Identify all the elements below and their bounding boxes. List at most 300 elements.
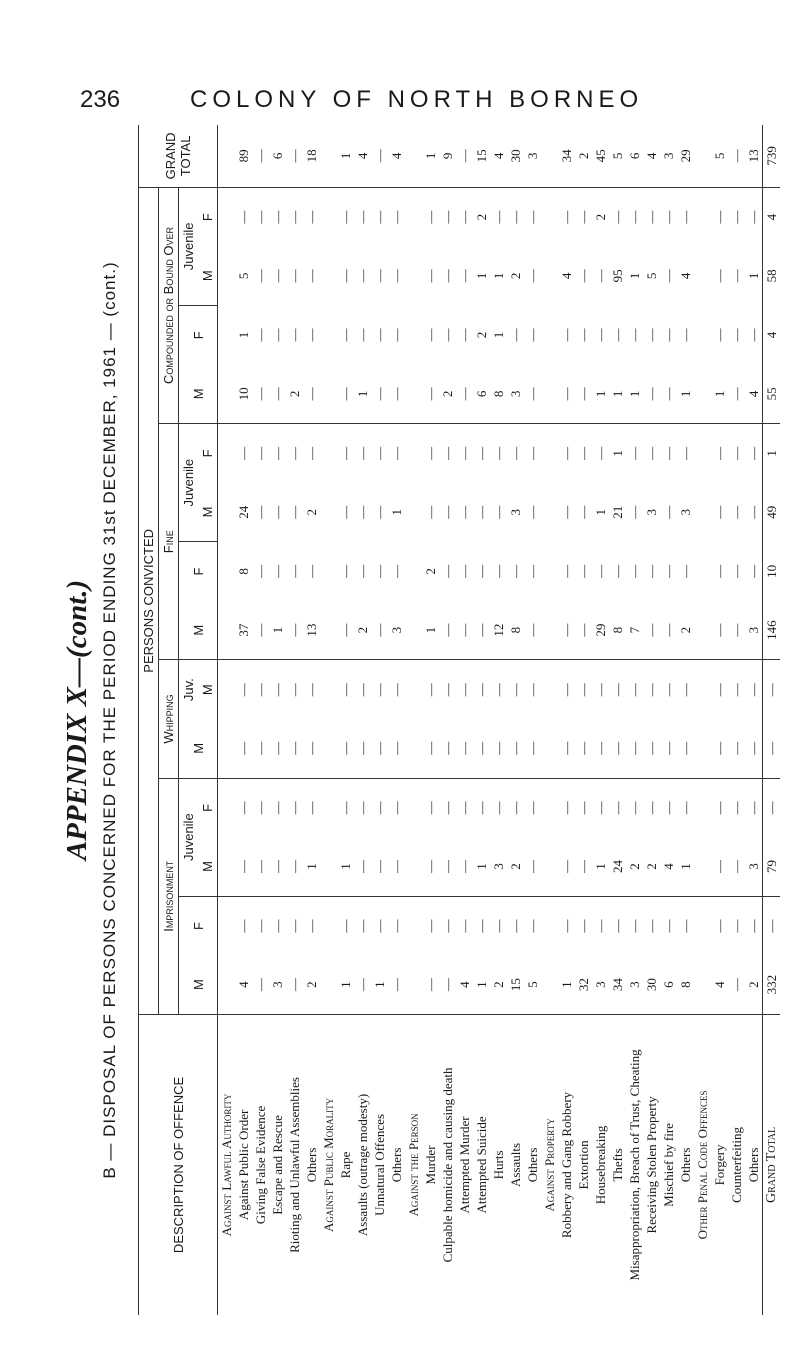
table-cell: 1 <box>678 863 693 870</box>
table-cell <box>541 837 558 896</box>
table-cell: — <box>388 896 405 955</box>
table-cell: — <box>745 778 763 837</box>
table-cell: 2 <box>678 626 693 634</box>
table-cell: 3 <box>491 863 506 870</box>
table-cell: — <box>338 387 353 401</box>
table-cell: 30 <box>507 125 524 187</box>
table-cell: — <box>371 896 388 955</box>
offence-label: Giving False Evidence <box>252 1014 269 1315</box>
table-cell: — <box>338 210 353 224</box>
table-cell <box>541 955 558 1014</box>
table-cell <box>218 601 236 660</box>
table-row <box>252 125 269 1315</box>
table-cell: — <box>558 778 575 837</box>
table-cell: — <box>389 741 404 755</box>
table-cell: — <box>473 778 490 837</box>
table-cell: 1 <box>491 272 506 280</box>
table-cell: 2 <box>304 508 319 516</box>
table-cell: — <box>524 660 541 719</box>
fine-juvenile-f-header: F <box>198 424 218 483</box>
table-cell <box>694 365 711 424</box>
table-cell: — <box>711 660 728 719</box>
table-cell: — <box>440 741 455 755</box>
table-cell: — <box>626 896 643 955</box>
table-cell: — <box>372 328 387 342</box>
imprisonment-m-header: M <box>179 955 218 1014</box>
table-cell: — <box>371 660 388 719</box>
table-cell: — <box>712 741 727 755</box>
offence-label: Murder <box>422 1014 439 1315</box>
table-cell: — <box>286 424 303 483</box>
table-cell: — <box>269 660 286 719</box>
table-cell <box>218 365 236 424</box>
table-cell <box>405 660 422 719</box>
table-cell <box>405 305 422 364</box>
table-cell: — <box>729 859 744 873</box>
table-cell: — <box>677 424 694 483</box>
table-cell: — <box>593 564 608 578</box>
table-cell <box>405 896 422 955</box>
table-cell: — <box>508 741 523 755</box>
table-cell: — <box>711 896 728 955</box>
table-cell: — <box>490 778 507 837</box>
table-cell: — <box>354 424 371 483</box>
table-cell: — <box>729 564 744 578</box>
offence-label: Against Public Morality <box>320 1014 337 1315</box>
table-cell: 3 <box>270 981 285 988</box>
rotated-table-container <box>60 115 790 1325</box>
table-cell: 1 <box>236 331 251 339</box>
table-cell <box>320 955 337 1014</box>
offence-label: Assaults (outrage modesty) <box>354 1014 371 1315</box>
table-cell: — <box>389 978 404 992</box>
table-cell: — <box>456 778 473 837</box>
table-cell: — <box>473 896 490 955</box>
table-cell: 13 <box>304 623 319 637</box>
table-cell: 3 <box>389 626 404 634</box>
table-cell: — <box>661 505 676 519</box>
table-cell: — <box>253 564 268 578</box>
table-cell: — <box>729 623 744 637</box>
table-cell: — <box>304 564 319 578</box>
table-cell: — <box>235 424 252 483</box>
table-cell: 15 <box>508 978 523 992</box>
table-cell <box>218 660 236 719</box>
whipping-m-header: M <box>179 719 218 778</box>
table-cell: 13 <box>745 125 763 187</box>
table-cell <box>694 660 711 719</box>
table-cell: 30 <box>644 978 659 992</box>
table-cell <box>694 246 711 305</box>
table-cell: — <box>712 328 727 342</box>
table-cell: 1 <box>474 863 489 870</box>
table-cell: 79 <box>763 837 781 896</box>
table-cell: — <box>287 564 302 578</box>
table-cell: 3 <box>508 390 523 398</box>
table-cell: — <box>355 859 370 873</box>
table-cell: — <box>457 210 472 224</box>
table-cell: — <box>610 210 625 224</box>
table-cell: 4 <box>712 981 727 988</box>
table-cell: 1 <box>593 390 608 398</box>
table-cell: 3 <box>593 981 608 988</box>
table-cell: 1 <box>474 981 489 988</box>
table-cell: 5 <box>525 981 540 988</box>
table-cell: — <box>338 269 353 283</box>
table-cell: — <box>304 269 319 283</box>
table-cell: — <box>677 660 694 719</box>
offence-group-row <box>405 125 422 1315</box>
table-cell: 1 <box>746 272 761 280</box>
offence-label: Unnatural Offences <box>371 1014 388 1315</box>
table-cell: — <box>576 210 591 224</box>
table-row <box>609 125 626 1315</box>
table-cell: — <box>728 778 745 837</box>
table-cell: — <box>440 210 455 224</box>
table-cell: — <box>304 741 319 755</box>
table-cell: — <box>372 269 387 283</box>
table-cell: 146 <box>763 601 781 660</box>
table-cell: — <box>372 623 387 637</box>
table-body <box>218 125 781 1315</box>
table-cell <box>405 837 422 896</box>
offence-label: Others <box>388 1014 405 1315</box>
table-cell: — <box>746 741 761 755</box>
table-row <box>575 125 592 1315</box>
table-cell: — <box>338 328 353 342</box>
table-cell: — <box>473 424 490 483</box>
table-row <box>660 125 677 1315</box>
table-cell: — <box>525 328 540 342</box>
table-cell: — <box>389 269 404 283</box>
table-cell <box>541 896 558 955</box>
table-cell: 1 <box>491 331 506 339</box>
table-cell: — <box>287 210 302 224</box>
table-row <box>303 125 320 1315</box>
imprisonment-juvenile-header: Juvenile <box>179 778 199 896</box>
fine-juvenile-m-header: M <box>198 483 218 542</box>
table-cell: — <box>337 660 354 719</box>
description-header: DESCRIPTION OF OFFENCE <box>139 1014 218 1315</box>
compounded-juvenile-f-header: F <box>198 187 218 246</box>
table-cell: 1 <box>593 508 608 516</box>
table-cell: — <box>355 210 370 224</box>
table-cell: — <box>491 564 506 578</box>
compounded-juvenile-m-header: M <box>198 246 218 305</box>
table-cell: 6 <box>661 981 676 988</box>
offence-label: Culpable homicide and causing death <box>439 1014 456 1315</box>
fine-f-header: F <box>179 542 218 601</box>
table-cell: — <box>610 328 625 342</box>
table-cell: — <box>372 564 387 578</box>
table-cell: 1 <box>627 390 642 398</box>
table-cell: — <box>389 387 404 401</box>
table-cell <box>405 955 422 1014</box>
table-cell: — <box>763 896 781 955</box>
offence-label: Against Lawful Authority <box>218 1014 236 1315</box>
table-cell: — <box>457 623 472 637</box>
offence-group-row <box>541 125 558 1315</box>
table-cell: — <box>559 859 574 873</box>
table-cell: 1 <box>609 424 626 483</box>
table-cell: — <box>576 859 591 873</box>
table-cell: — <box>371 424 388 483</box>
table-cell <box>218 896 236 955</box>
offence-label: Mischief by fire <box>660 1014 677 1315</box>
table-cell: 2 <box>423 568 438 575</box>
table-cell: — <box>490 896 507 955</box>
table-cell: — <box>456 125 473 187</box>
table-cell: — <box>558 424 575 483</box>
table-cell: 4 <box>661 863 676 870</box>
table-cell: — <box>439 424 456 483</box>
table-cell: — <box>626 660 643 719</box>
table-cell: — <box>270 859 285 873</box>
table-cell: — <box>559 741 574 755</box>
table-cell <box>405 542 422 601</box>
table-cell: 5 <box>711 125 728 187</box>
table-cell: 3 <box>524 125 541 187</box>
table-cell: — <box>473 660 490 719</box>
table-cell: — <box>303 660 320 719</box>
table-cell: — <box>423 505 438 519</box>
table-row <box>558 125 575 1315</box>
table-cell: — <box>592 424 609 483</box>
table-cell: — <box>558 896 575 955</box>
table-cell: — <box>576 623 591 637</box>
table-cell: — <box>303 778 320 837</box>
table-cell <box>694 187 711 246</box>
table-cell: — <box>372 387 387 401</box>
table-cell: 3 <box>678 508 693 516</box>
fine-m-header: M <box>179 601 218 660</box>
table-cell <box>694 837 711 896</box>
table-cell: — <box>593 741 608 755</box>
table-row <box>524 125 541 1315</box>
table-cell: — <box>456 896 473 955</box>
table-cell: — <box>729 505 744 519</box>
table-cell: — <box>286 896 303 955</box>
table-cell: — <box>354 778 371 837</box>
table-cell: — <box>491 741 506 755</box>
table-cell: — <box>338 623 353 637</box>
table-cell: — <box>678 328 693 342</box>
table-cell: — <box>610 564 625 578</box>
table-cell <box>405 778 422 837</box>
table-cell: 8 <box>678 981 693 988</box>
table-cell: — <box>660 660 677 719</box>
table-cell: — <box>439 778 456 837</box>
table-cell: — <box>457 387 472 401</box>
table-row <box>439 125 456 1315</box>
table-cell: — <box>576 269 591 283</box>
table-cell: 1 <box>304 863 319 870</box>
table-cell: — <box>575 660 592 719</box>
table-cell: — <box>525 210 540 224</box>
table-cell: 2 <box>355 626 370 634</box>
table-cell: 4 <box>388 125 405 187</box>
table-cell: 2 <box>644 863 659 870</box>
table-cell: — <box>643 778 660 837</box>
table-cell: 1 <box>678 390 693 398</box>
table-cell: 5 <box>236 272 251 280</box>
table-row <box>643 125 660 1315</box>
table-cell: — <box>746 505 761 519</box>
table-cell: — <box>388 424 405 483</box>
table-cell: 6 <box>626 125 643 187</box>
table-cell: — <box>525 269 540 283</box>
table-cell: — <box>678 564 693 578</box>
table-cell <box>320 542 337 601</box>
table-cell <box>320 125 337 187</box>
table-cell: — <box>457 269 472 283</box>
table-row <box>388 125 405 1315</box>
table-cell: — <box>627 210 642 224</box>
table-cell: 8 <box>610 626 625 634</box>
table-cell: 2 <box>474 331 489 339</box>
table-cell <box>541 483 558 542</box>
table-cell <box>541 660 558 719</box>
table-cell: — <box>440 978 455 992</box>
table-cell: — <box>660 424 677 483</box>
table-cell: — <box>456 424 473 483</box>
table-cell: — <box>269 424 286 483</box>
grand-total-row <box>763 125 781 1315</box>
table-cell <box>694 896 711 955</box>
table-cell: — <box>609 778 626 837</box>
table-cell: 3 <box>660 125 677 187</box>
table-cell: — <box>728 660 745 719</box>
offence-label: Rioting and Unlawful Assemblies <box>286 1014 303 1315</box>
table-cell: — <box>558 660 575 719</box>
table-cell: — <box>270 210 285 224</box>
table-cell <box>405 187 422 246</box>
table-cell <box>694 483 711 542</box>
table-cell <box>320 837 337 896</box>
table-cell: 1 <box>559 981 574 988</box>
table-cell: 1 <box>337 125 354 187</box>
table-cell <box>218 424 236 483</box>
persons-convicted-header: PERSONS CONVICTED <box>139 187 159 1014</box>
table-cell: 8 <box>508 626 523 634</box>
table-cell <box>218 719 236 778</box>
table-cell: 7 <box>627 626 642 634</box>
table-cell: — <box>235 660 252 719</box>
table-cell: — <box>593 328 608 342</box>
table-row <box>711 125 728 1315</box>
table-cell: — <box>252 896 269 955</box>
offence-label: Other Penal Code Offences <box>694 1014 711 1315</box>
fine-juvenile-header: Juvenile <box>179 424 199 542</box>
table-cell: — <box>304 387 319 401</box>
table-cell: 4 <box>559 272 574 280</box>
offence-label: Attempted Suicide <box>473 1014 490 1315</box>
table-cell: — <box>746 210 761 224</box>
table-cell: 10 <box>763 542 781 601</box>
table-cell <box>694 955 711 1014</box>
table-cell: — <box>609 660 626 719</box>
table-cell: 1 <box>270 626 285 634</box>
table-cell: — <box>559 210 574 224</box>
table-cell <box>218 246 236 305</box>
whipping-juv-m-header: M <box>198 660 218 719</box>
offence-label: Against Property <box>541 1014 558 1315</box>
table-cell: 29 <box>593 623 608 637</box>
table-cell: — <box>389 210 404 224</box>
table-cell: — <box>525 859 540 873</box>
table-cell: — <box>729 328 744 342</box>
offence-label: Others <box>303 1014 320 1315</box>
table-cell <box>218 837 236 896</box>
table-cell <box>218 187 236 246</box>
table-cell: — <box>389 859 404 873</box>
table-cell <box>218 955 236 1014</box>
table-cell: — <box>728 896 745 955</box>
table-cell: — <box>559 387 574 401</box>
table-cell: — <box>643 424 660 483</box>
table-cell: — <box>389 328 404 342</box>
table-cell: — <box>507 896 524 955</box>
table-cell: — <box>643 660 660 719</box>
table-cell: 2 <box>287 390 302 398</box>
table-cell: — <box>423 741 438 755</box>
table-cell: 3 <box>627 981 642 988</box>
table-cell: — <box>423 859 438 873</box>
table-cell: — <box>354 896 371 955</box>
table-cell: — <box>372 505 387 519</box>
table-cell <box>320 365 337 424</box>
table-cell: — <box>236 741 251 755</box>
table-cell: — <box>253 269 268 283</box>
table-cell: — <box>559 328 574 342</box>
table-cell: — <box>474 564 489 578</box>
table-cell: — <box>712 505 727 519</box>
table-cell: — <box>508 210 523 224</box>
table-cell: 49 <box>763 483 781 542</box>
table-row <box>490 125 507 1315</box>
table-cell: 24 <box>610 859 625 873</box>
table-cell <box>541 305 558 364</box>
table-cell: — <box>609 896 626 955</box>
table-cell: — <box>729 387 744 401</box>
table-cell: — <box>287 623 302 637</box>
table-cell: — <box>490 424 507 483</box>
table-cell <box>541 187 558 246</box>
offence-label: Rape <box>337 1014 354 1315</box>
table-cell: — <box>303 424 320 483</box>
table-cell: — <box>287 741 302 755</box>
table-cell: — <box>661 210 676 224</box>
table-cell: 55 <box>763 365 781 424</box>
table-cell: — <box>627 328 642 342</box>
table-cell: — <box>712 210 727 224</box>
table-cell: — <box>354 660 371 719</box>
table-cell: 5 <box>609 125 626 187</box>
table-cell: — <box>644 741 659 755</box>
table-row <box>473 125 490 1315</box>
table-row <box>422 125 439 1315</box>
table-cell <box>541 365 558 424</box>
table-cell: — <box>355 564 370 578</box>
table-cell: — <box>440 269 455 283</box>
table-cell: — <box>559 505 574 519</box>
table-cell <box>320 305 337 364</box>
table-cell: 89 <box>235 125 252 187</box>
offence-label: Against the Person <box>405 1014 422 1315</box>
table-cell: — <box>456 660 473 719</box>
table-cell: — <box>678 741 693 755</box>
table-cell: 34 <box>558 125 575 187</box>
